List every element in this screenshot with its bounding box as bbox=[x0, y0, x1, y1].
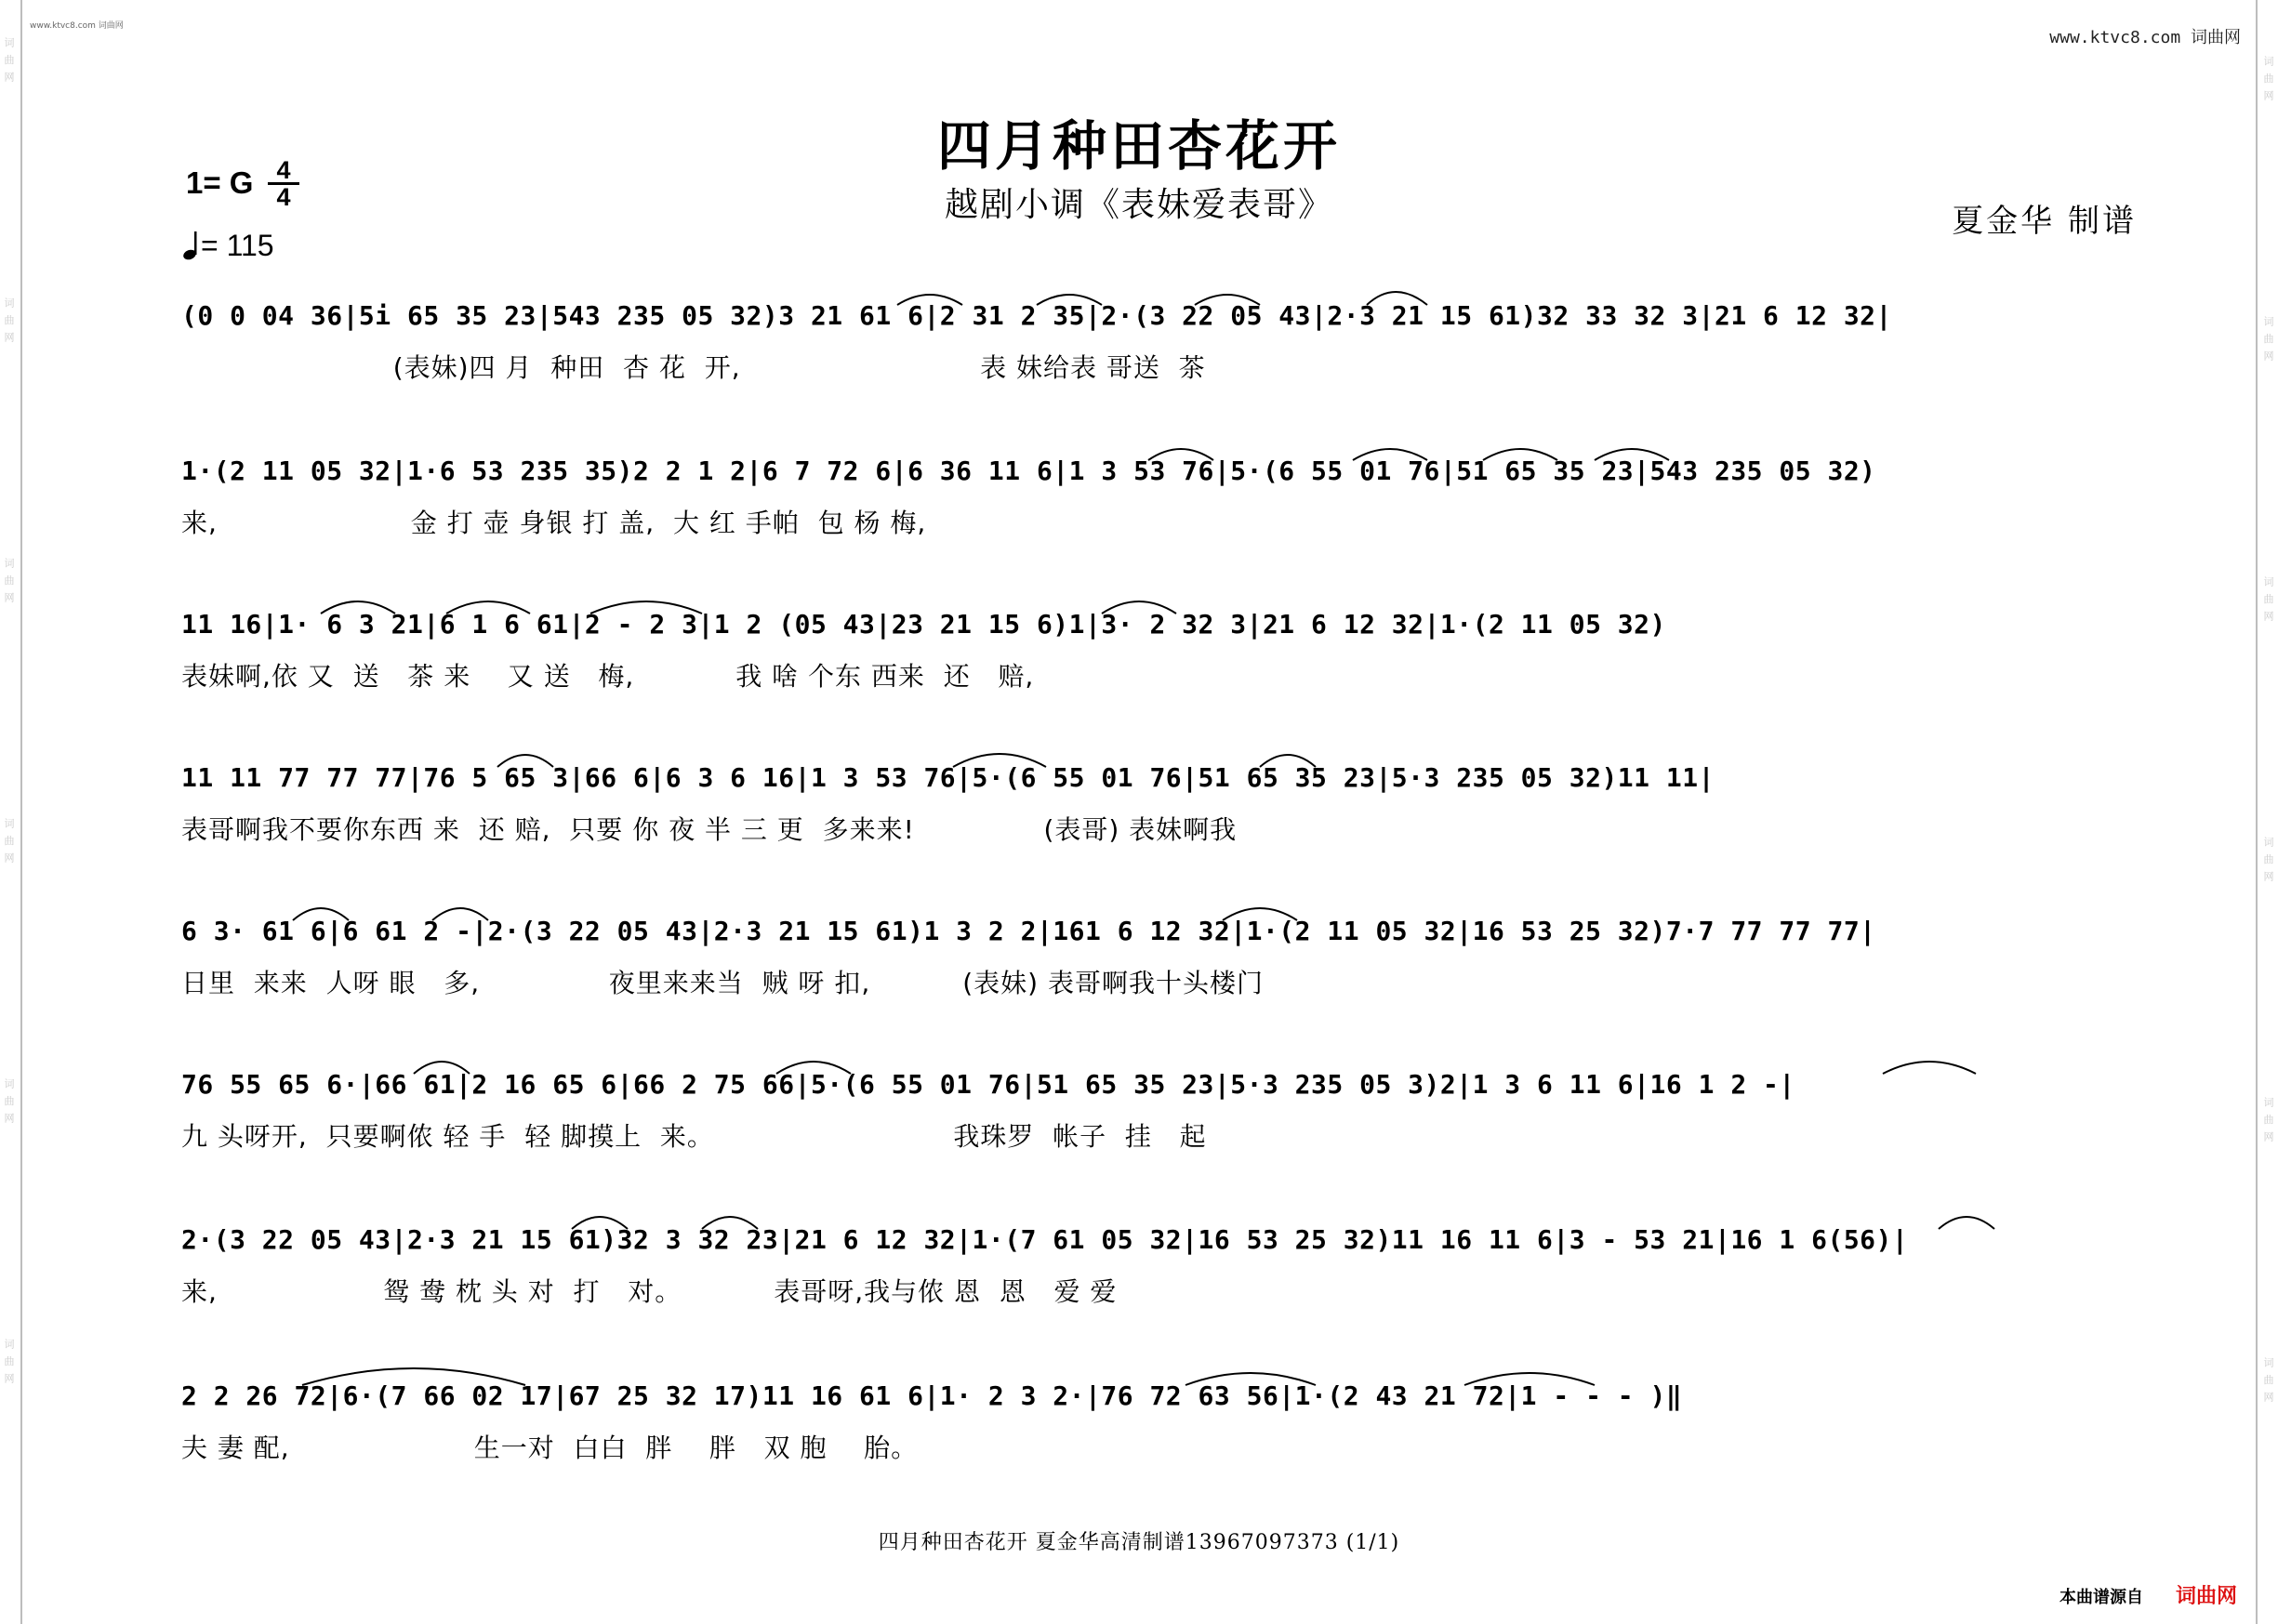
lyrics-line: 表妹啊,依 又 送 茶 来 又 送 梅, 我 啥 个东 西来 还 赔, bbox=[181, 661, 1035, 692]
lyrics-line: 日里 来来 人呀 眼 多, 夜里来来当 贼 呀 扣, (表妹) 表哥啊我十头楼门 bbox=[181, 968, 1264, 998]
score-system-8 bbox=[181, 1329, 2143, 1483]
score-system-5 bbox=[181, 865, 2143, 1018]
time-signature-unit: 4 bbox=[276, 183, 291, 211]
lyrics-line: 来, 金 打 壶 身银 打 盖, 大 红 手帕 包 杨 梅, bbox=[181, 508, 927, 538]
score-title: 四月种田杏花开 bbox=[936, 114, 1341, 178]
score-subtitle: 越剧小调《表妹爱表哥》 bbox=[944, 186, 1333, 224]
side-watermark-left: 词 曲 网 词 曲 网 词 曲 网 词 曲 网 词 曲 网 词 曲 网 bbox=[3, 37, 15, 1385]
score-system-3 bbox=[181, 558, 2143, 711]
jianpu-notes: 1·(2 11 05 32|1·6 53 235 35)2 2 1 2|6 7 72 6|6 36 11 6|1 3 53 76|5·(6 55 01 76|51 65 35 23|543 235 05 32) bbox=[181, 456, 1876, 486]
score-system-2 bbox=[181, 404, 2143, 558]
time-signature-beats: 4 bbox=[268, 158, 299, 185]
score-system-4 bbox=[181, 711, 2143, 865]
lyrics-line: 九 头呀开, 只要啊侬 轻 手 轻 脚摸上 来。 我珠罗 帐子 挂 起 bbox=[181, 1121, 1207, 1152]
jianpu-notes: (0 0 04 36|5i 65 35 23|543 235 05 32)3 21 61 6|2 31 2 35|2·(3 22 05 43|2·3 21 15 61)32 33 32 3|21 6 12 32| bbox=[181, 300, 1892, 331]
side-watermark-right: 词 曲 网 词 曲 网 词 曲 网 词 曲 网 词 曲 网 词 曲 网 bbox=[2262, 56, 2274, 1404]
time-signature bbox=[268, 158, 299, 209]
jianpu-notes: 11 11 77 77 77|76 5 65 3|66 6|6 3 6 16|1 3 53 76|5·(6 55 01 76|51 65 35 23|5·3 235 05 32)11 11| bbox=[181, 762, 1715, 793]
tempo-value: = 115 bbox=[201, 229, 274, 262]
lyrics-line: 夫 妻 配, 生一对 白白 胖 胖 双 胞 胎。 bbox=[181, 1433, 919, 1463]
key-signature: 1= G bbox=[186, 165, 254, 200]
arranger-credit: 夏金华 制谱 bbox=[1952, 203, 2137, 240]
page-footer: 四月种田杏花开 夏金华高清制谱13967097373 (1/1) bbox=[878, 1531, 1400, 1554]
watermark-top-right: www.ktvc8.com 词曲网 bbox=[2049, 28, 2241, 47]
jianpu-notes: 6 3· 61 6|6 61 2 -|2·(3 22 05 43|2·3 21 15 61)1 3 2 2|161 6 12 32|1·(2 11 05 32|16 53 25 32)7·7 77 77 77| bbox=[181, 916, 1876, 946]
score-system-1 bbox=[181, 249, 2143, 403]
jianpu-notes: 2·(3 22 05 43|2·3 21 15 61)32 3 32 23|21 6 12 32|1·(7 61 05 32|16 53 25 32)11 16 11 6|3 - 53 21|16 1 6(56)| bbox=[181, 1224, 1909, 1255]
source-label: 本曲谱源自 bbox=[2059, 1588, 2143, 1607]
score-system-6 bbox=[181, 1018, 2143, 1171]
jianpu-notes: 2 2 26 72|6·(7 66 02 17|67 25 32 17)11 16 61 6|1· 2 3 2·|76 72 63 56|1·(2 43 21 72|1 - - - )‖ bbox=[181, 1380, 1683, 1411]
jianpu-notes: 76 55 65 6·|66 61|2 16 65 6|66 2 75 66|5·(6 55 01 76|51 65 35 23|5·3 235 05 3)2|1 3 6 11 6|16 1 2 -| bbox=[181, 1069, 1795, 1100]
lyrics-line: 来, 鸳 鸯 枕 头 对 打 对。 表哥呀,我与侬 恩 恩 爱 爱 bbox=[181, 1276, 1118, 1307]
watermark-top-left: www.ktvc8.com 词曲网 bbox=[30, 21, 124, 31]
lyrics-line: (表妹)四 月 种田 杏 花 开, 表 妹给表 哥送 茶 bbox=[181, 352, 1206, 383]
lyrics-line: 表哥啊我不要你东西 来 还 赔, 只要 你 夜 半 三 更 多来来! (表哥) 表妹啊我 bbox=[181, 814, 1238, 845]
site-logo[interactable]: 词曲网 bbox=[2176, 1585, 2238, 1608]
jianpu-notes: 11 16|1· 6 3 21|6 1 6 61|2 - 2 3|1 2 (05 43|23 21 15 6)1|3· 2 32 3|21 6 12 32|1·(2 11 05 32) bbox=[181, 609, 1666, 640]
score-system-7 bbox=[181, 1173, 2143, 1327]
